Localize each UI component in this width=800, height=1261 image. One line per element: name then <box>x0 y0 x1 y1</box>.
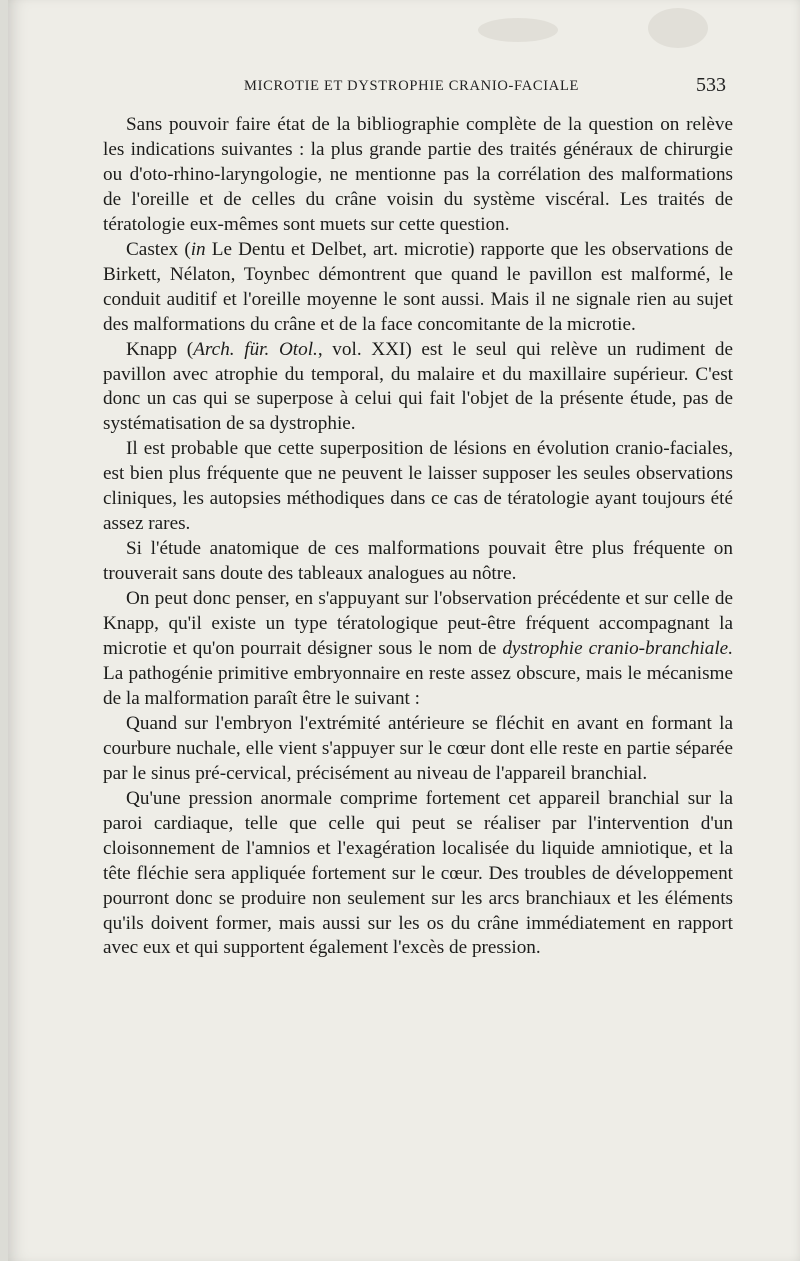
page-number: 533 <box>696 74 726 96</box>
paper-stain <box>478 18 558 42</box>
paragraph-5: Si l'étude anatomique de ces malformations pouvait être plus fréquente on trouverait sans doute des tableaux analogues au nôtre. <box>103 538 733 585</box>
paragraph-7: Quand sur l'embryon l'extrémité antérieure se fléchit en avant en formant la courbure nuchale, elle vient s'appuyer sur le cœur dont elle reste en partie séparée par le sinus pré-cervical, précisément au niveau de l'appareil branchial. <box>103 712 733 784</box>
paper-stain <box>648 8 708 48</box>
paragraph-6-part-1: On peut donc penser, en s'appuyant sur l'observation précédente et sur celle de Knapp, qu'il existe un type tératologique peut-être fréquent accompagnant la microtie et qu'on pourrait désigner sous le nom de <box>103 588 733 660</box>
paragraph-3 <box>103 338 733 438</box>
body-text <box>103 113 733 961</box>
paragraph-2-part-2: Le Dentu et Delbet, art. microtie) rapporte que les observations de Birkett, Nélaton, Toynbec démontrent que quand le pavillon est malformé, le conduit auditif et l'oreille moyenne le sont aussi. Mais il ne signale rien au sujet des malformations du crâne et de la face concomitante de la microtie. <box>103 238 733 335</box>
paragraph-1: Sans pouvoir faire état de la bibliographie complète de la question on relève les indications suivantes : la plus grande partie des traités généraux de chirurgie ou d'oto-rhino-laryngologie, ne mentionne pas la corrélation des malformations de l'oreille et de celles du crâne voisin du système viscéral. Les traités de tératologie eux-mêmes sont muets sur cette question. <box>103 114 733 235</box>
paragraph-2 <box>103 238 733 338</box>
page-header <box>8 76 800 98</box>
paragraph-2-part-1: Castex ( <box>126 238 191 260</box>
paragraph-4: Il est probable que cette superposition de lésions en évolution cranio-faciales, est bien plus fréquente que ne peuvent le laisser supposer les seules observations cliniques, les autopsies méthodiques dans ce cas de tératologie ayant toujours été assez rares. <box>103 438 733 535</box>
paragraph-3-part-1: Knapp ( <box>126 338 194 360</box>
book-page <box>8 0 800 1261</box>
paragraph-3-part-2: , vol. XXI) est le seul qui relève un rudiment de pavillon avec atrophie du temporal, du malaire et du maxillaire supérieur. C'est donc un cas qui se superpose à celui qui fait l'objet de la présente étude, pas de systématisation de sa dystrophie. <box>103 338 733 435</box>
paragraph-6-italic: dystrophie cranio-branchiale. <box>502 638 733 660</box>
paragraph-2-italic: in <box>190 238 206 260</box>
paragraph-6 <box>103 587 733 712</box>
paragraph-6-part-2: La pathogénie primitive embryonnaire en reste assez obscure, mais le mécanisme de la malformation paraît être le suivant : <box>103 662 733 709</box>
paragraph-3-italic: Arch. für. Otol. <box>193 338 318 360</box>
paragraph-8: Qu'une pression anormale comprime fortement cet appareil branchial sur la paroi cardiaque, telle que celle qui peut se réaliser par l'intervention d'un cloisonnement de l'amnios et l'exagération localisée du liquide amniotique, et la tête fléchie sera appliquée fortement sur le cœur. Des troubles de développement pourront donc se produire non seulement sur les arcs branchiaux et les éléments qu'ils doivent former, mais aussi sur les os du crâne immédiatement en rapport avec eux et qui supportent également l'excès de pression. <box>103 787 733 959</box>
running-title: MICROTIE ET DYSTROPHIE CRANIO-FACIALE <box>244 78 580 94</box>
